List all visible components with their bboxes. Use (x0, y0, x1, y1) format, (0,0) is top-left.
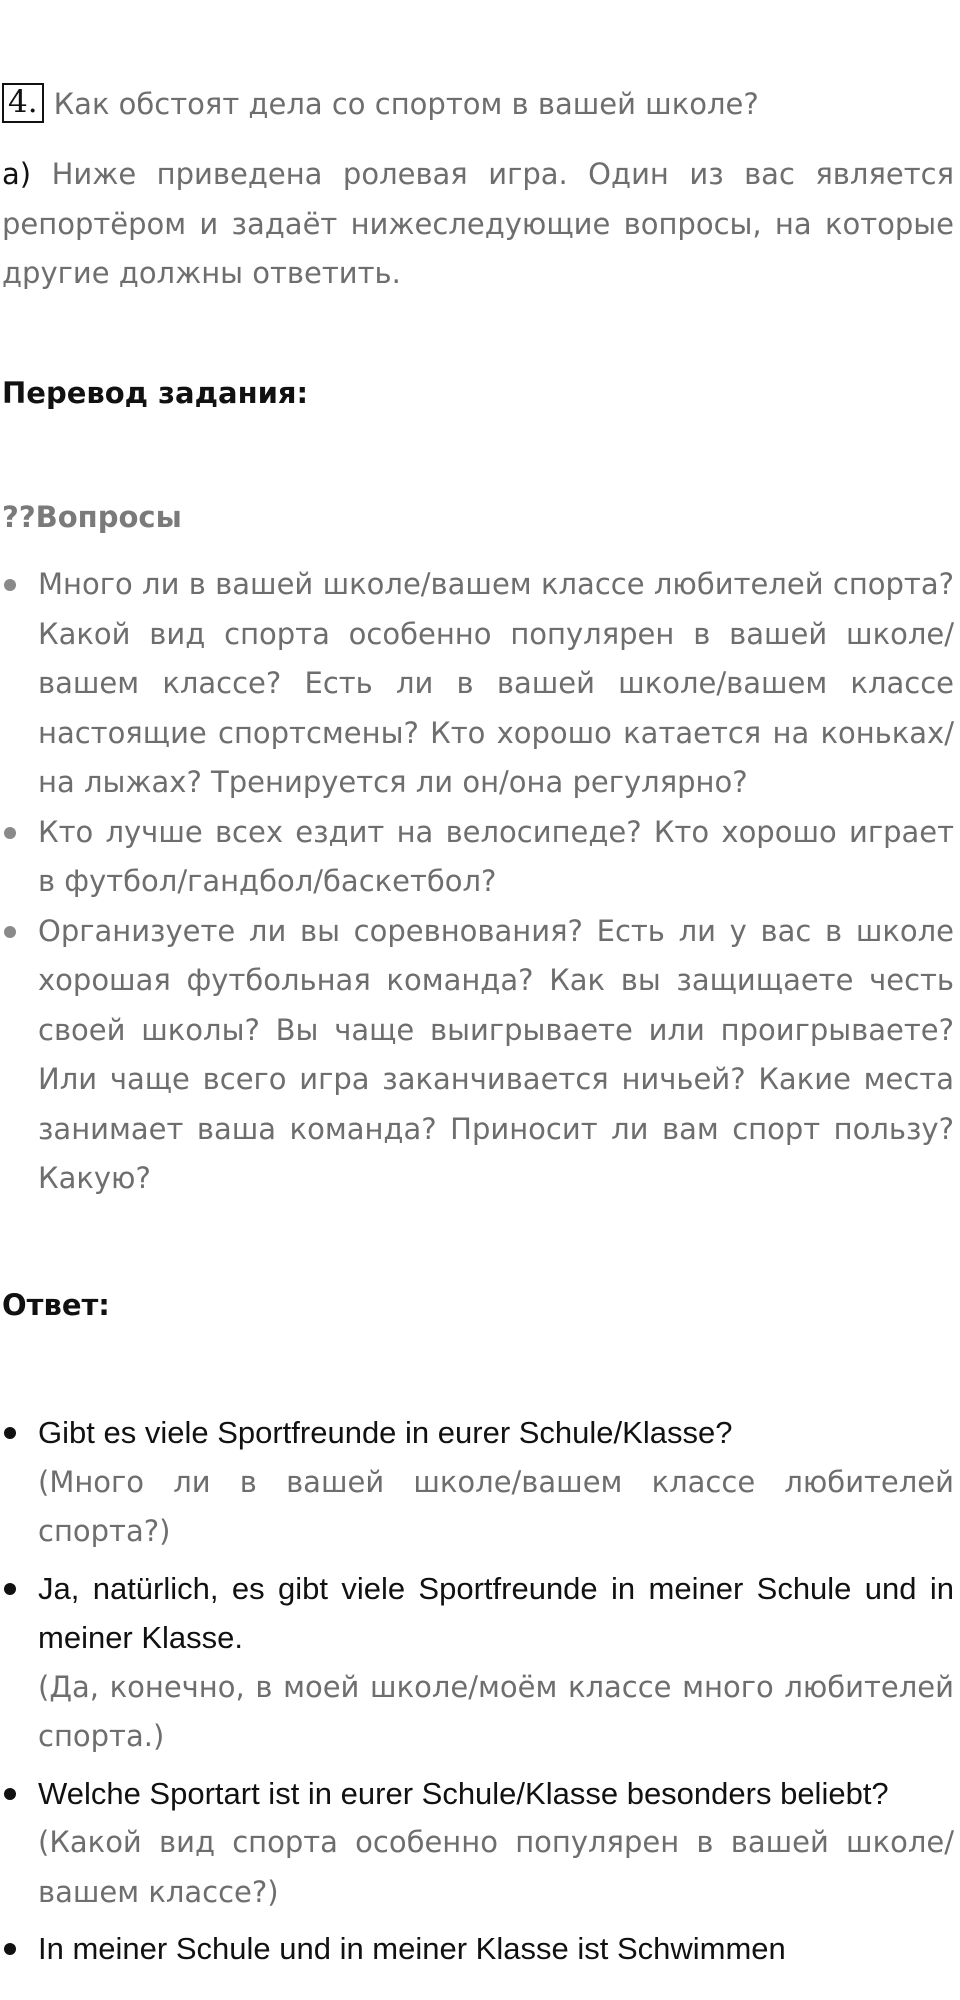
questions-heading: ??Вопросы (2, 500, 182, 534)
bullet-icon (4, 1427, 16, 1439)
task-number-box: 4. (2, 83, 44, 123)
part-a-paragraph (2, 150, 954, 299)
answer-russian: (Да, конечно, в моей школе/моём классе много любителей спорта.) (38, 1669, 954, 1753)
questions-list (0, 560, 960, 1204)
list-item (0, 1924, 960, 1974)
question-text: Много ли в вашей школе/вашем классе любителей спорта? Какой вид спорта особенно популярен в вашей школе/вашем классе? Есть ли в вашей школе/вашем классе настоящие спортсмены? Кто хорошо катается на коньках/на лыжах? Тренируется ли он/она регулярно? (38, 567, 954, 799)
bullet-icon (4, 827, 16, 839)
task-heading (2, 82, 952, 126)
question-text: Организуете ли вы соревнования? Есть ли у вас в школе хорошая футбольная команда? Как вы защищаете честь своей школы? Вы чаще выигрываете или проигрываете? Или чаще всего игра заканчивается ничьей? Какие места занимает ваша команда? Приносит ли вам спорт пользу? Какую? (38, 913, 954, 1195)
list-item (0, 808, 960, 907)
task-title: Как обстоят дела со спортом в вашей школе? (53, 87, 759, 121)
answer-german: Welche Sportart ist in eurer Schule/Klasse besonders beliebt? (38, 1775, 889, 1811)
list-item (0, 1769, 960, 1918)
list-item (0, 907, 960, 1204)
part-a-text: Ниже приведена ролевая игра. Один из вас является репортёром и задаёт нижеследующие вопросы, на которые другие должны ответить. (2, 157, 955, 290)
list-item (0, 1564, 960, 1762)
bullet-icon (4, 926, 16, 938)
answer-russian: (Какой вид спорта особенно популярен в вашей школе/вашем классе?) (38, 1825, 954, 1909)
answer-russian: (Много ли в вашей школе/вашем классе любителей спорта?) (38, 1464, 954, 1548)
answer-german: In meiner Schule und in meiner Klasse ist Schwimmen (38, 1931, 786, 1966)
bullet-icon (4, 579, 16, 591)
bullet-icon (4, 1583, 16, 1595)
list-item (0, 560, 960, 808)
answer-german: Gibt es viele Sportfreunde in eurer Schule/Klasse? (38, 1415, 733, 1450)
answer-heading: Ответ: (2, 1288, 110, 1322)
question-text: Кто лучше всех ездит на велосипеде? Кто хорошо играет в футбол/гандбол/баскетбол? (38, 814, 954, 898)
answers-list (0, 1408, 960, 1981)
answer-german: Ja, natürlich, es gibt viele Sportfreunde in meiner Schule und in meiner Klasse. (38, 1570, 954, 1655)
part-a-prefix: а) (2, 157, 32, 191)
list-item (0, 1408, 960, 1557)
translation-heading: Перевод задания: (2, 376, 309, 410)
bullet-icon (4, 1788, 16, 1800)
bullet-icon (4, 1943, 16, 1955)
